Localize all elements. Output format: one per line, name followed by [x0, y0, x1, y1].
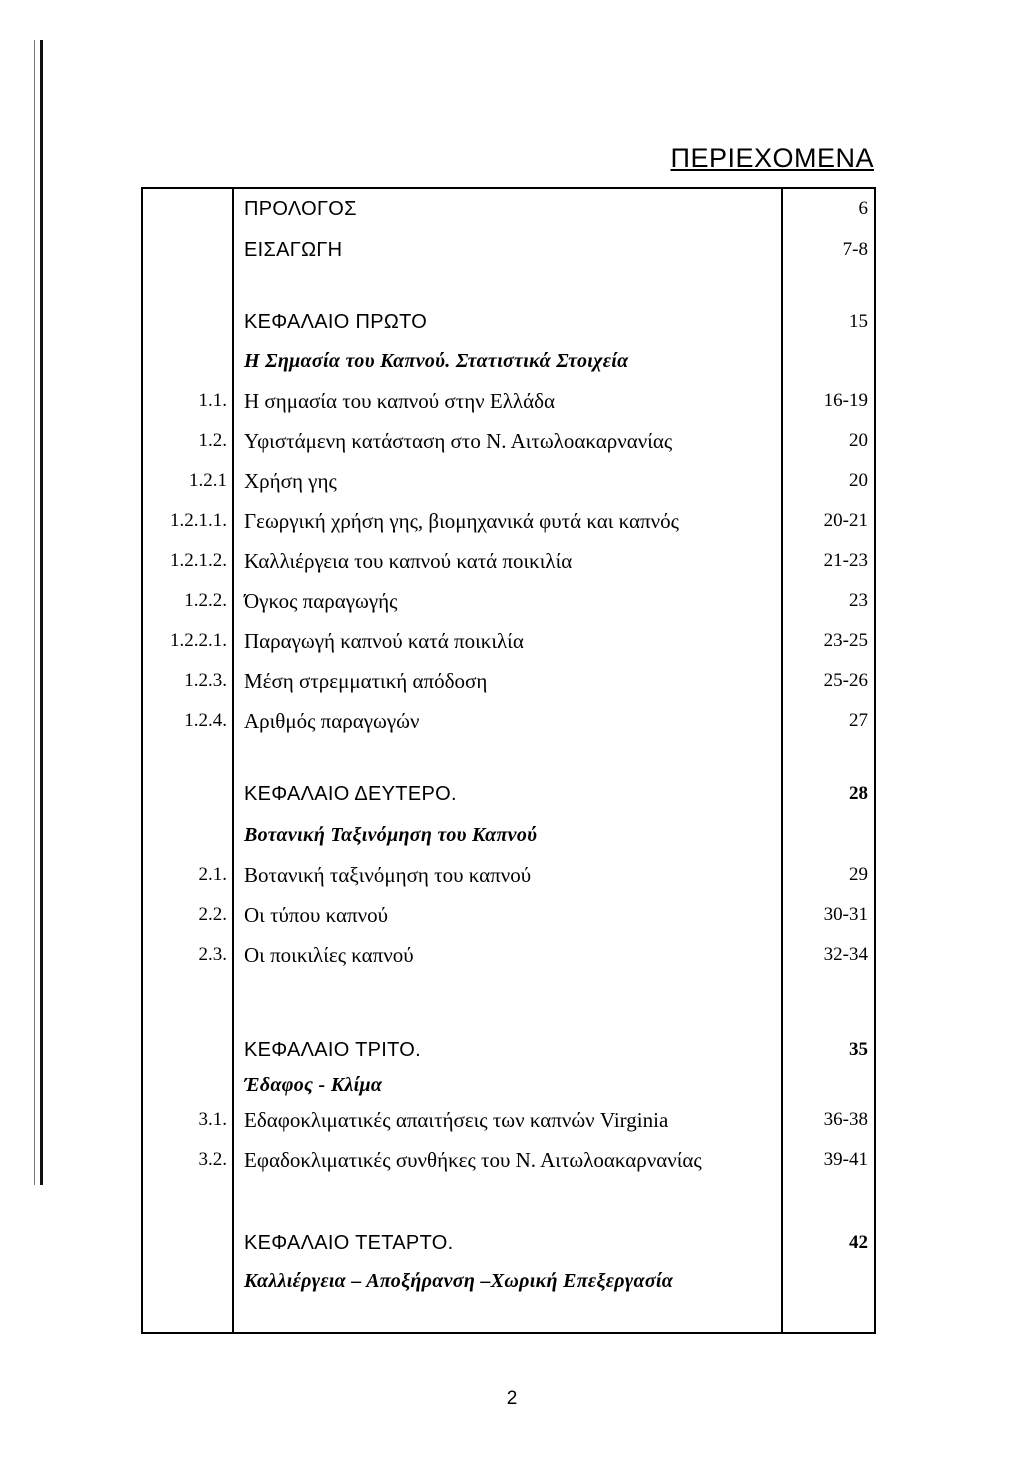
- toc-row: [143, 302, 874, 342]
- toc-row-page: 29: [849, 864, 868, 885]
- toc-heading: ΠΕΡΙΕΧΟΜΕΝΑ: [670, 143, 874, 173]
- toc-row-title: Καλλιέργεια του καπνού κατά ποικιλία: [244, 549, 573, 573]
- toc-row-number: 3.1.: [198, 1109, 227, 1130]
- toc-row: [143, 661, 874, 701]
- toc-row-number: 1.2.2.: [184, 590, 227, 611]
- toc-row: [143, 189, 874, 229]
- toc-row-title: Έδαφος - Κλίμα: [244, 1074, 383, 1096]
- toc-row-page: 15: [849, 311, 868, 332]
- toc-row-title: ΕΙΣΑΓΩΓΗ: [244, 239, 343, 261]
- toc-row-title: Παραγωγή καπνού κατά ποικιλία: [244, 629, 524, 653]
- toc-row-page: 39-41: [823, 1149, 868, 1170]
- toc-row: [143, 701, 874, 741]
- toc-row-title: Οι τύπου καπνού: [244, 903, 389, 927]
- toc-row-title: Οι ποικιλίες καπνού: [244, 943, 414, 967]
- toc-row-title: Βοτανική Ταξινόμηση του Καπνού: [244, 824, 538, 846]
- toc-row-number: 1.2.4.: [184, 710, 227, 731]
- toc-row-title: ΚΕΦΑΛΑΙΟ ΔΕΥΤΕΡΟ.: [244, 783, 457, 805]
- toc-row: [143, 581, 874, 621]
- toc-row-page: 16-19: [823, 390, 868, 411]
- page-number: 2: [506, 1388, 518, 1409]
- toc-row: [143, 461, 874, 501]
- toc-row: [143, 621, 874, 661]
- toc-row-number: 2.3.: [198, 944, 227, 965]
- toc-row-page: 20: [849, 470, 868, 491]
- toc-row-number: 2.1.: [198, 864, 227, 885]
- toc-row: [143, 341, 874, 381]
- toc-row-number: 1.2.3.: [184, 670, 227, 691]
- toc-row-page: 25-26: [823, 670, 868, 691]
- toc-row-page: 35: [849, 1039, 868, 1060]
- toc-row-title: ΠΡΟΛΟΓΟΣ: [244, 198, 357, 220]
- toc-row-page: 27: [849, 710, 868, 731]
- toc-row-page: 28: [849, 783, 868, 804]
- toc-row-title: ΚΕΦΑΛΑΙΟ ΤΕΤΑΡΤΟ.: [244, 1232, 454, 1254]
- toc-row-number: 1.2.1: [189, 470, 227, 491]
- toc-row-page: 20-21: [823, 510, 868, 531]
- toc-row-title: Βοτανική ταξινόμηση του καπνού: [244, 863, 532, 887]
- toc-row-page: 42: [849, 1232, 868, 1253]
- toc-row: [143, 1261, 874, 1301]
- scan-edge-thin: [34, 40, 35, 1185]
- toc-row-number: 1.1.: [198, 390, 227, 411]
- toc-row-page: 23: [849, 590, 868, 611]
- toc-row-title: Εδαφοκλιματικές απαιτήσεις των καπνών Virginia: [244, 1108, 669, 1132]
- toc-row-number: 3.2.: [198, 1149, 227, 1170]
- toc-row: [143, 1223, 874, 1263]
- toc-row-title: ΚΕΦΑΛΑΙΟ ΠΡΩΤΟ: [244, 311, 428, 333]
- toc-row-title: Καλλιέργεια – Αποξήρανση –Χωρική Επεξεργασία: [244, 1270, 674, 1292]
- toc-row-page: 7-8: [842, 239, 868, 260]
- toc-row-page: 6: [858, 198, 868, 219]
- toc-row-title: Μέση στρεμματική απόδοση: [244, 669, 488, 693]
- toc-row-page: 20: [849, 430, 868, 451]
- toc-row-title: Η Σημασία του Καπνού. Στατιστικά Στοιχεία: [244, 350, 629, 372]
- toc-row: [143, 935, 874, 975]
- toc-row-page: 32-34: [823, 944, 868, 965]
- toc-row-title: Εφαδοκλιματικές συνθήκες του Ν. Αιτωλοακαρνανίας: [244, 1148, 702, 1172]
- scan-edge-bar: [40, 40, 43, 1185]
- toc-row-page: 30-31: [823, 904, 868, 925]
- toc-row: [143, 1100, 874, 1140]
- toc-row: [143, 1140, 874, 1180]
- toc-row: [143, 895, 874, 935]
- toc-row: [143, 230, 874, 270]
- toc-row-number: 2.2.: [198, 904, 227, 925]
- toc-row-title: Όγκος παραγωγής: [244, 589, 398, 613]
- toc-row: [143, 381, 874, 421]
- toc-row: [143, 1065, 874, 1105]
- toc-row-number: 1.2.1.2.: [170, 550, 227, 571]
- toc-row-title: Αριθμός παραγωγών: [244, 709, 420, 733]
- toc-row-title: Η σημασία του καπνού στην Ελλάδα: [244, 389, 556, 413]
- toc-row-title: Χρήση γης: [244, 469, 337, 493]
- toc-row-title: ΚΕΦΑΛΑΙΟ ΤΡΙΤΟ.: [244, 1039, 421, 1061]
- toc-row: [143, 1030, 874, 1070]
- toc-row: [143, 501, 874, 541]
- toc-row-page: 21-23: [823, 550, 868, 571]
- toc-row-title: Υφιστάμενη κατάσταση στο Ν. Αιτωλοακαρνανίας: [244, 429, 673, 453]
- toc-row-page: 36-38: [823, 1109, 868, 1130]
- toc-row: [143, 421, 874, 461]
- toc-row-number: 1.2.2.1.: [170, 630, 227, 651]
- toc-table: [141, 187, 876, 1334]
- toc-row: [143, 815, 874, 855]
- toc-row-number: 1.2.1.1.: [170, 510, 227, 531]
- toc-row: [143, 541, 874, 581]
- toc-row-page: 23-25: [823, 630, 868, 651]
- toc-row: [143, 855, 874, 895]
- toc-row: [143, 774, 874, 814]
- toc-row-number: 1.2.: [198, 430, 227, 451]
- toc-row-title: Γεωργική χρήση γης, βιομηχανικά φυτά και καπνός: [244, 509, 679, 533]
